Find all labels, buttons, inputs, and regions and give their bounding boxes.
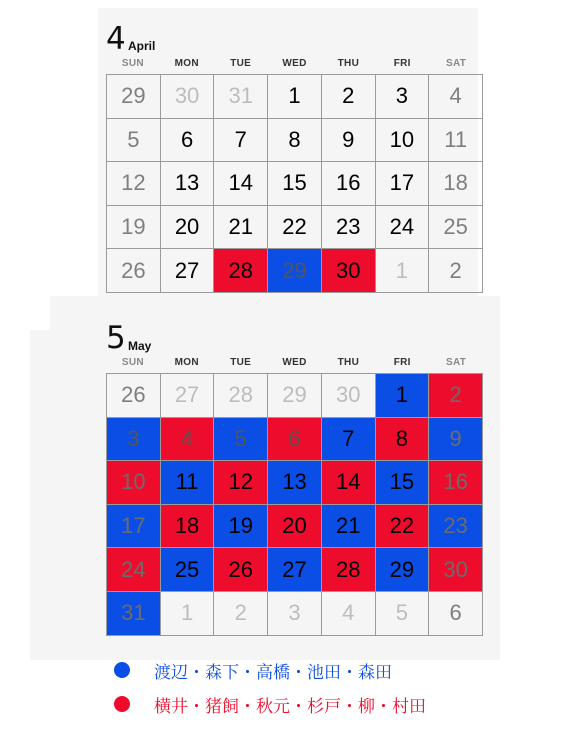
- day-cell: 6: [161, 119, 215, 163]
- day-cell: 2: [429, 249, 483, 293]
- day-cell: 7: [322, 418, 376, 462]
- legend-dot-icon: [114, 662, 130, 678]
- day-cell: 3: [107, 418, 161, 462]
- april-grid: [106, 74, 483, 293]
- day-cell: 28: [214, 249, 268, 293]
- day-cell: 27: [161, 249, 215, 293]
- day-cell: 4: [161, 418, 215, 462]
- month-number: 5: [106, 320, 126, 356]
- day-cell: 3: [268, 592, 322, 636]
- weekday-label: SUN: [121, 357, 144, 368]
- day-cell: 29: [268, 374, 322, 418]
- day-cell: 14: [322, 461, 376, 505]
- day-cell: 5: [214, 418, 268, 462]
- day-cell: 22: [376, 505, 430, 549]
- weekday-header: [106, 58, 483, 72]
- day-cell: 3: [376, 75, 430, 119]
- day-cell: 12: [214, 461, 268, 505]
- weekday-label: WED: [282, 357, 307, 368]
- weekday-label: MON: [174, 357, 199, 368]
- weekday-label: FRI: [393, 357, 411, 368]
- day-cell: 4: [322, 592, 376, 636]
- day-cell: 29: [268, 249, 322, 293]
- legend-row: [114, 653, 514, 687]
- month-number: 4: [106, 21, 126, 57]
- day-cell: 30: [161, 75, 215, 119]
- day-cell: 30: [322, 374, 376, 418]
- day-cell: 31: [107, 592, 161, 636]
- day-cell: 10: [107, 461, 161, 505]
- day-cell: 14: [214, 162, 268, 206]
- day-cell: 15: [376, 461, 430, 505]
- legend-text: 渡辺・森下・高橋・池田・森田: [154, 662, 392, 683]
- day-cell: 25: [429, 206, 483, 250]
- day-cell: 16: [322, 162, 376, 206]
- day-cell: 17: [376, 162, 430, 206]
- day-cell: 17: [107, 505, 161, 549]
- day-cell: 6: [429, 592, 483, 636]
- weekday-label: WED: [282, 58, 307, 69]
- weekday-label: FRI: [393, 58, 411, 69]
- day-cell: 25: [161, 548, 215, 592]
- weekday-label: MON: [174, 58, 199, 69]
- day-cell: 28: [214, 374, 268, 418]
- day-cell: 29: [376, 548, 430, 592]
- day-cell: 11: [161, 461, 215, 505]
- day-cell: 9: [322, 119, 376, 163]
- day-cell: 5: [376, 592, 430, 636]
- weekday-label: THU: [337, 357, 360, 368]
- month-name: May: [128, 339, 152, 353]
- day-cell: 31: [214, 75, 268, 119]
- day-cell: 13: [268, 461, 322, 505]
- day-cell: 28: [322, 548, 376, 592]
- day-cell: 22: [268, 206, 322, 250]
- weekday-header: [106, 357, 483, 371]
- day-cell: 26: [107, 249, 161, 293]
- legend: [114, 653, 514, 721]
- day-cell: 23: [429, 505, 483, 549]
- day-cell: 20: [161, 206, 215, 250]
- day-cell: 27: [268, 548, 322, 592]
- day-cell: 19: [107, 206, 161, 250]
- weekday-label: SAT: [446, 357, 467, 368]
- weekday-label: SUN: [121, 58, 144, 69]
- month-name: April: [128, 39, 156, 53]
- day-cell: 24: [107, 548, 161, 592]
- day-cell: 21: [214, 206, 268, 250]
- legend-text: 横井・猪飼・秋元・杉戸・柳・村田: [154, 696, 426, 717]
- day-cell: 21: [322, 505, 376, 549]
- weekday-label: TUE: [230, 357, 252, 368]
- day-cell: 15: [268, 162, 322, 206]
- weekday-label: SAT: [446, 58, 467, 69]
- day-cell: 19: [214, 505, 268, 549]
- day-cell: 8: [376, 418, 430, 462]
- day-cell: 16: [429, 461, 483, 505]
- day-cell: 1: [268, 75, 322, 119]
- day-cell: 12: [107, 162, 161, 206]
- day-cell: 8: [268, 119, 322, 163]
- day-cell: 24: [376, 206, 430, 250]
- day-cell: 23: [322, 206, 376, 250]
- day-cell: 2: [214, 592, 268, 636]
- day-cell: 2: [322, 75, 376, 119]
- day-cell: 26: [107, 374, 161, 418]
- day-cell: 2: [429, 374, 483, 418]
- day-cell: 4: [429, 75, 483, 119]
- may-grid: [106, 373, 483, 636]
- weekday-label: THU: [337, 58, 360, 69]
- day-cell: 11: [429, 119, 483, 163]
- day-cell: 30: [429, 548, 483, 592]
- day-cell: 20: [268, 505, 322, 549]
- day-cell: 9: [429, 418, 483, 462]
- weekday-label: TUE: [230, 58, 252, 69]
- day-cell: 26: [214, 548, 268, 592]
- day-cell: 18: [429, 162, 483, 206]
- day-cell: 18: [161, 505, 215, 549]
- day-cell: 1: [376, 374, 430, 418]
- legend-row: [114, 687, 514, 721]
- day-cell: 6: [268, 418, 322, 462]
- day-cell: 29: [107, 75, 161, 119]
- day-cell: 30: [322, 249, 376, 293]
- day-cell: 1: [161, 592, 215, 636]
- legend-dot-icon: [114, 696, 130, 712]
- day-cell: 10: [376, 119, 430, 163]
- day-cell: 5: [107, 119, 161, 163]
- day-cell: 7: [214, 119, 268, 163]
- day-cell: 13: [161, 162, 215, 206]
- day-cell: 27: [161, 374, 215, 418]
- day-cell: 1: [376, 249, 430, 293]
